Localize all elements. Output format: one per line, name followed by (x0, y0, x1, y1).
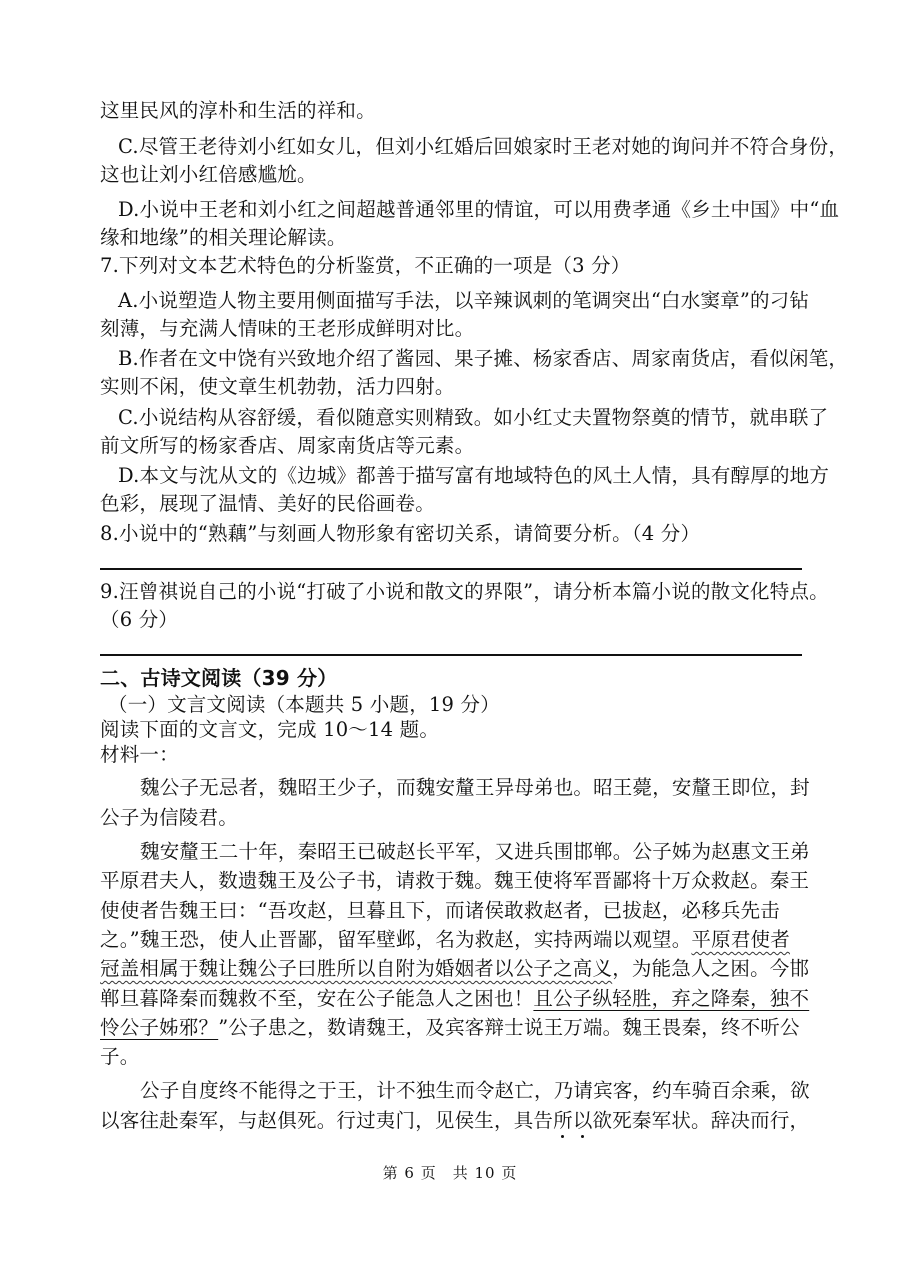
passage-text: ”公子患之，数请魏王，及宾客辩士说王万端。魏王畏秦，终不听公 (218, 1016, 800, 1039)
wavy-underlined-text: 平原君使者 (691, 928, 790, 951)
answer-line (100, 654, 802, 656)
passage-line (100, 1107, 809, 1135)
option-a: A.小说塑造人物主要用侧面描写手法，以辛辣讽刺的笔调突出“白水窦章”的刁钻 (118, 289, 810, 312)
option-d: D.小说中王老和刘小红之间超越普通邻里的情谊，可以用费孝通《乡土中国》中“血 (118, 198, 840, 221)
passage-text: 郸旦暮降秦而魏救不至，安在公子能急人之困也！ (100, 987, 534, 1010)
section-title: 二、古诗文阅读（39 分） (100, 666, 338, 690)
passage-line: 魏公子无忌者，魏昭王少子，而魏安釐王异母弟也。昭王薨，安釐王即位，封 (140, 776, 810, 799)
passage-line: 使使者告魏王曰：“吾攻赵，旦暮且下，而诸侯敢救赵者，已拔赵，必移兵先击 (100, 899, 780, 922)
passage-line: 魏安釐王二十年，秦昭王已破赵长平军，又进兵围邯郸。公子姊为赵惠文王弟 (140, 840, 810, 863)
page-number: 第 6 页 共 10 页 (382, 1164, 518, 1182)
passage-line (100, 926, 790, 954)
instruction: 阅读下面的文言文，完成 10～14 题。 (100, 718, 440, 741)
passage-line: 公子为信陵君。 (100, 806, 238, 829)
text-line: 这也让刘小红倍感尴尬。 (100, 163, 317, 186)
question-7-stem: 7.下列对文本艺术特色的分析鉴赏，不正确的一项是（3 分） (100, 254, 631, 277)
wavy-underlined-text: 冠盖相属于魏让魏公子曰胜所以自附为婚姻者以公子之高义 (100, 957, 613, 980)
underlined-text: 且公子纵轻胜，弃之降秦，独不 (533, 987, 810, 1010)
passage-text: 以客往赴秦军，与赵俱死。行过夷门，见侯生，具告 (100, 1109, 554, 1132)
option-c: C.尽管王老待刘小红如女儿，但刘小红婚后回娘家时王老对她的询问并不符合身份， (118, 135, 849, 158)
passage-line (100, 1014, 800, 1042)
underlined-text: 怜公子姊邪？ (100, 1016, 219, 1039)
option-b: B.作者在文中饶有兴致地介绍了酱园、果子摊、杨家香店、周家南货店，看似闲笔， (118, 347, 849, 370)
passage-line (100, 955, 809, 983)
option-d: D.本文与沈从文的《边城》都善于描写富有地域特色的风土人情，具有醇厚的地方 (118, 464, 830, 487)
text-line: 这里民风的淳朴和生活的祥和。 (100, 99, 376, 122)
passage-text: ，为能急人之困。今邯 (612, 957, 810, 980)
text-line: （6 分） (100, 608, 179, 631)
text-line: 色彩，展现了温情、美好的民俗画卷。 (100, 492, 435, 515)
emphasis-dotted-char: 所 (553, 1109, 573, 1132)
passage-line: 子。 (100, 1045, 140, 1068)
material-label: 材料一： (100, 743, 179, 766)
question-9-stem: 9.汪曾祺说自己的小说“打破了小说和散文的界限”，请分析本篇小说的散文化特点。 (100, 580, 829, 603)
text-line: 实则不闲，使文章生机勃勃，活力四射。 (100, 375, 455, 398)
passage-line: 公子自度终不能得之于王，计不独生而令赵亡，乃请宾客，约车骑百余乘，欲 (140, 1079, 810, 1102)
passage-text: 之。”魏王恐，使人止晋鄙，留军壁邺，名为救赵，实持两端以观望。 (100, 928, 692, 951)
question-8-stem: 8.小说中的“熟藕”与刻画人物形象有密切关系，请简要分析。（4 分） (100, 522, 701, 545)
passage-text: 欲死秦军状。辞决而行， (592, 1109, 810, 1132)
text-line: 前文所写的杨家香店、周家南货店等元素。 (100, 434, 475, 457)
text-line: 刻薄，与充满人情味的王老形成鲜明对比。 (100, 317, 475, 340)
passage-line: 平原君夫人，数遗魏王及公子书，请救于魏。魏王使将军晋鄙将十万众救赵。秦王 (100, 869, 810, 892)
emphasis-dotted-char: 以 (572, 1109, 593, 1132)
subsection-title: （一）文言文阅读（本题共 5 小题，19 分） (108, 693, 500, 716)
passage-line (100, 985, 809, 1013)
answer-line (100, 568, 802, 570)
text-line: 缘和地缘”的相关理论解读。 (100, 226, 347, 249)
option-c: C.小说结构从容舒缓，看似随意实则精致。如小红丈夫置物祭奠的情节，就串联了 (118, 406, 829, 429)
